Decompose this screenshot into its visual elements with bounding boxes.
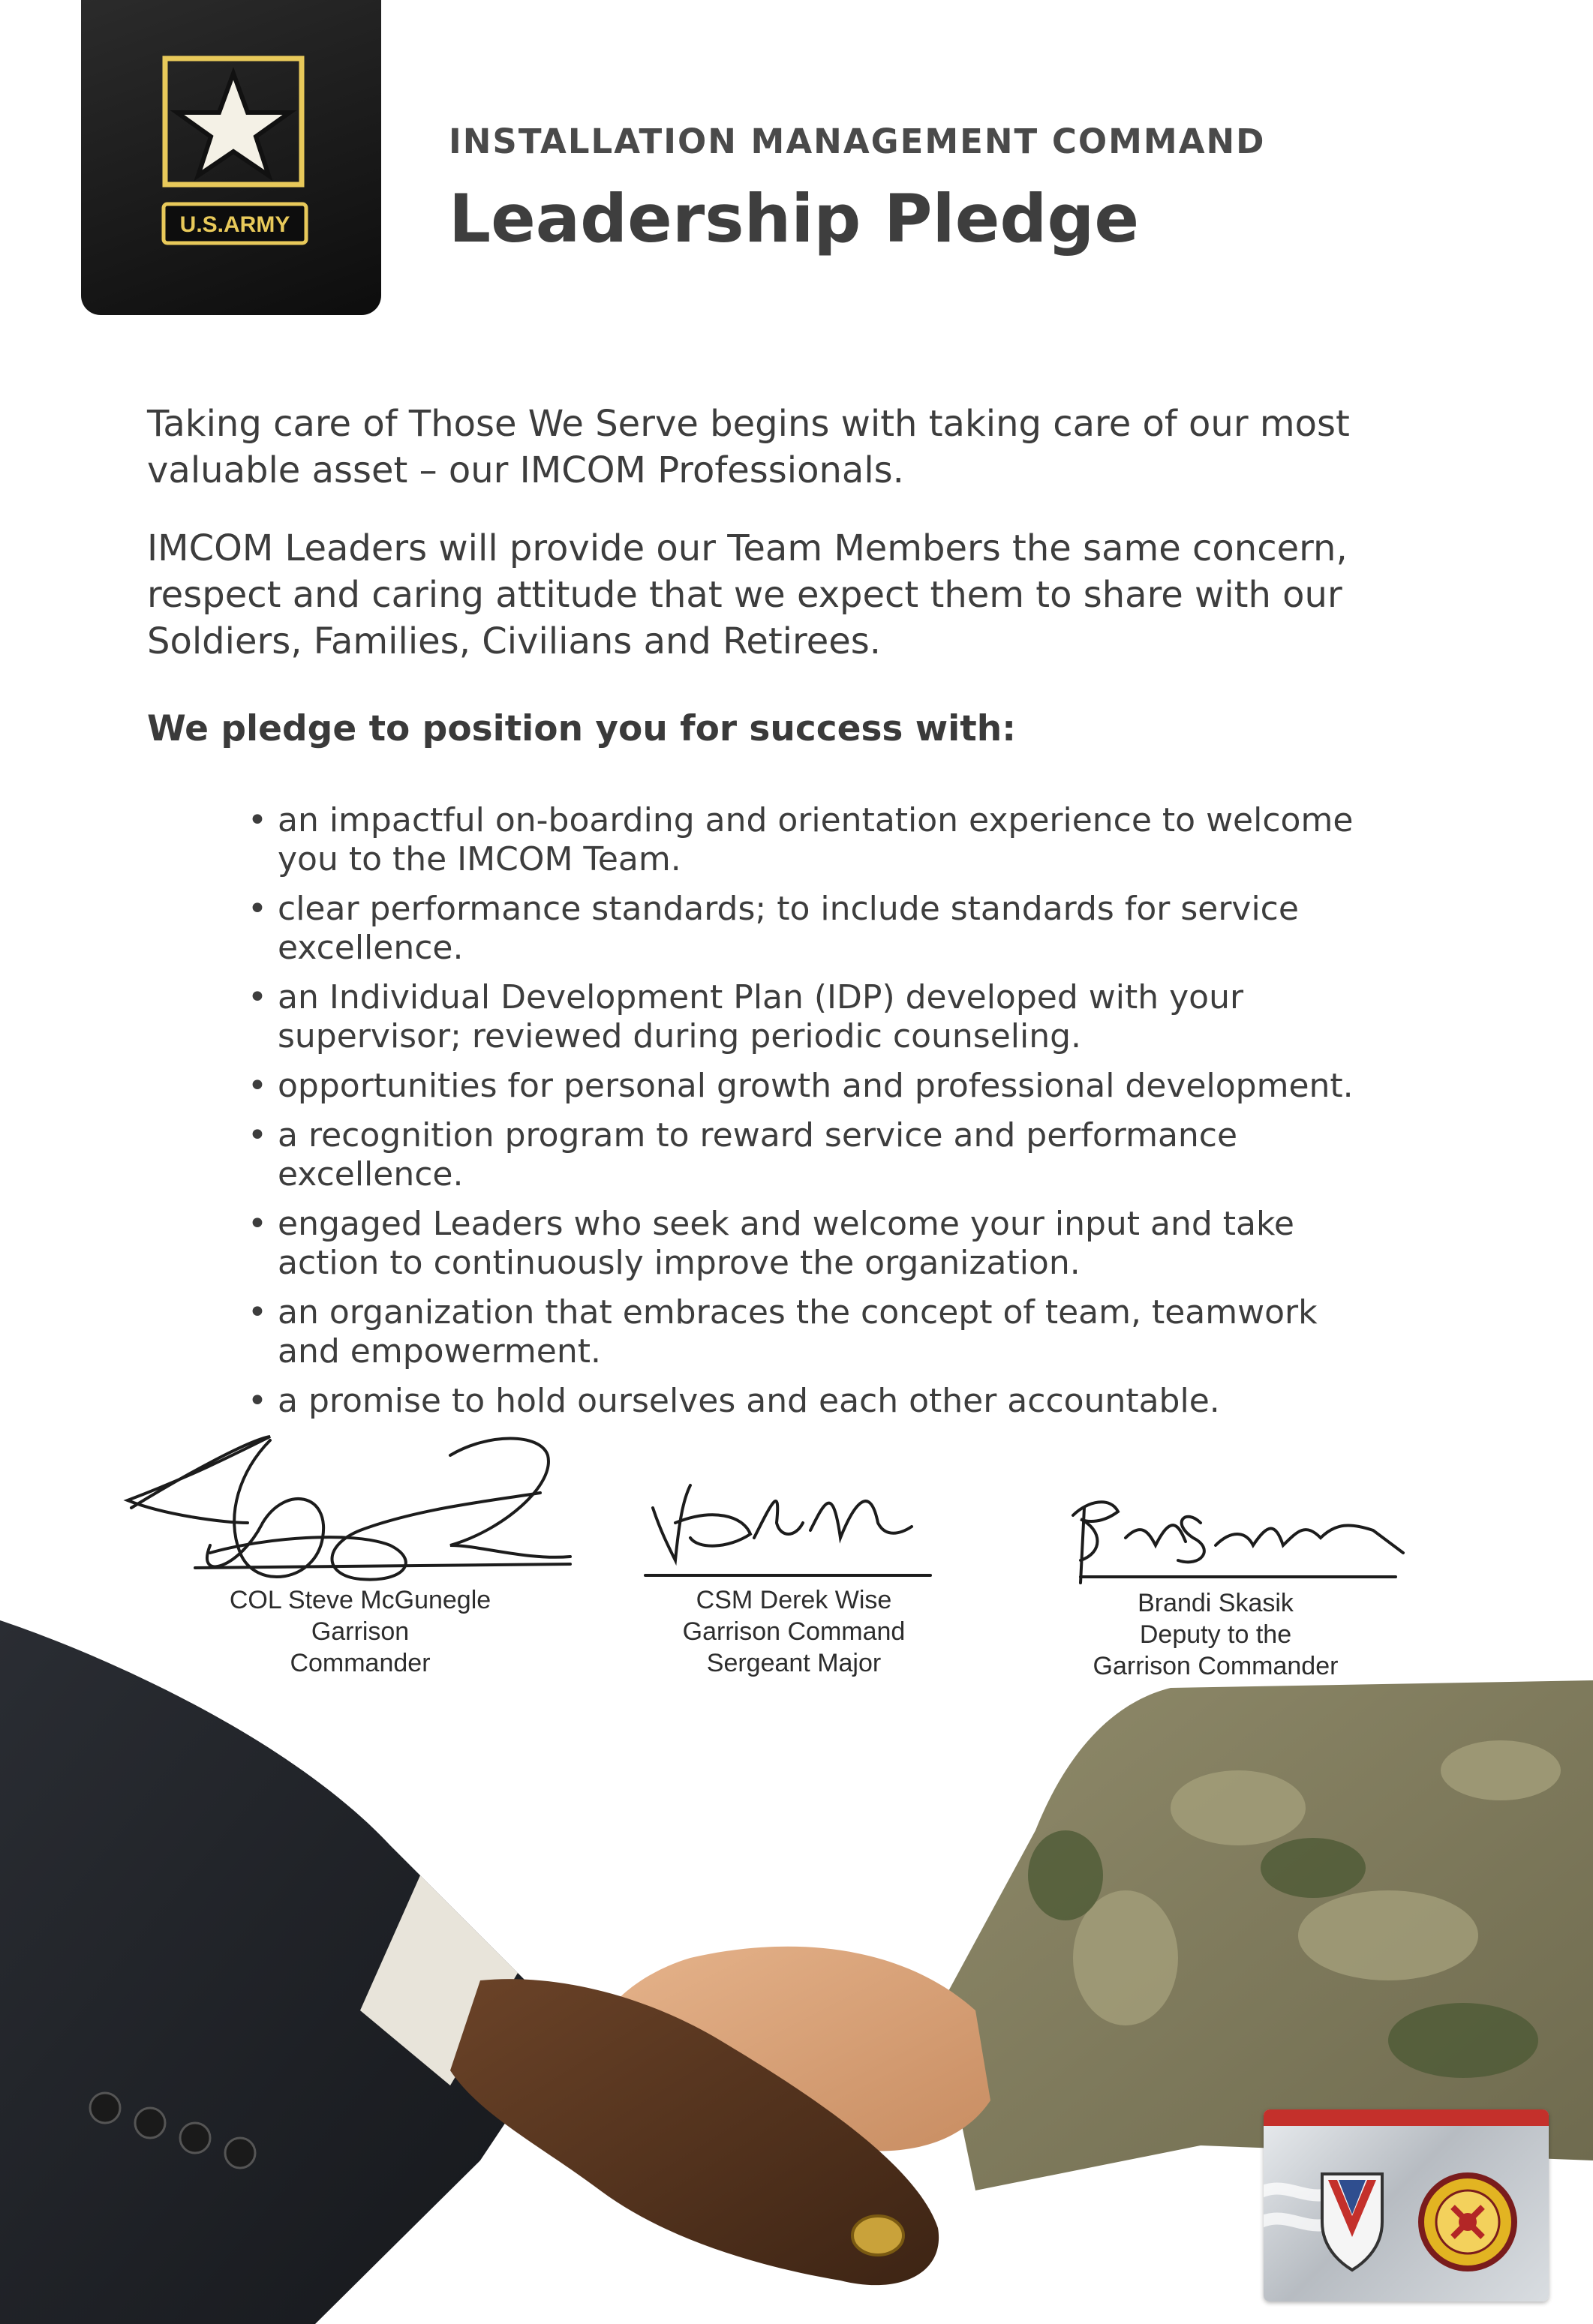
bullet-icon: • xyxy=(248,978,267,1016)
list-item: • engaged Leaders who seek and welcome your input and take action to continuously improve the organization. xyxy=(248,1205,1294,1282)
seal-icon xyxy=(1421,2175,1514,2268)
insignia-badge xyxy=(1264,2109,1549,2301)
signatory-2: CSM Derek Wise Garrison Command Sergeant Major xyxy=(682,1586,906,1677)
bullet-icon: • xyxy=(248,1205,267,1243)
bullet-icon: • xyxy=(248,1116,267,1154)
paragraph-line: respect and caring attitude that we expect them to share with our xyxy=(147,574,1342,616)
signature-3-icon xyxy=(1073,1502,1403,1583)
paragraph-line: Soldiers, Families, Civilians and Retirees. xyxy=(147,620,882,662)
paragraph-line: Taking care of Those We Serve begins with taking care of our most xyxy=(147,403,1350,445)
list-item: • an impactful on-boarding and orientation experience to welcome you to the IMCOM Team. xyxy=(248,801,1354,878)
signatory-1: COL Steve McGunegle Garrison Commander xyxy=(229,1586,491,1677)
intro-paragraph-1 xyxy=(147,401,1423,494)
bullet-icon: • xyxy=(248,1067,267,1105)
list-item: • an Individual Development Plan (IDP) developed with your supervisor; reviewed during periodic counseling. xyxy=(248,978,1244,1055)
organization-name: INSTALLATION MANAGEMENT COMMAND xyxy=(449,122,1266,161)
logo-wordmark: U.S.ARMY xyxy=(179,212,290,237)
paragraph-line: valuable asset – our IMCOM Professionals. xyxy=(147,449,904,491)
list-item: • a promise to hold ourselves and each other accountable. xyxy=(248,1382,1220,1420)
signature-1-icon xyxy=(128,1437,570,1580)
pledge-list xyxy=(248,801,1418,1421)
signatory-3: Brandi Skasik Deputy to the Garrison Commander xyxy=(1093,1589,1339,1680)
signature-2-icon xyxy=(645,1485,930,1575)
list-item: • an organization that embraces the concept of team, teamwork and empowerment. xyxy=(248,1293,1318,1371)
bullet-icon: • xyxy=(248,1293,267,1332)
army-logo xyxy=(81,0,381,315)
pledge-heading: We pledge to position you for success with: xyxy=(147,708,1017,749)
list-item: • opportunities for personal growth and professional development. xyxy=(248,1067,1354,1105)
page-title: Leadership Pledge xyxy=(449,180,1140,257)
paragraph-line: IMCOM Leaders will provide our Team Members the same concern, xyxy=(147,527,1348,569)
bullet-icon: • xyxy=(248,890,267,928)
bullet-icon: • xyxy=(248,801,267,839)
list-item: • a recognition program to reward service and performance excellence. xyxy=(248,1116,1238,1194)
bullet-icon: • xyxy=(248,1382,267,1420)
intro-paragraph-2 xyxy=(147,525,1423,665)
list-item: • clear performance standards; to include standards for service excellence. xyxy=(248,890,1299,967)
shield-icon xyxy=(1322,2174,1382,2270)
